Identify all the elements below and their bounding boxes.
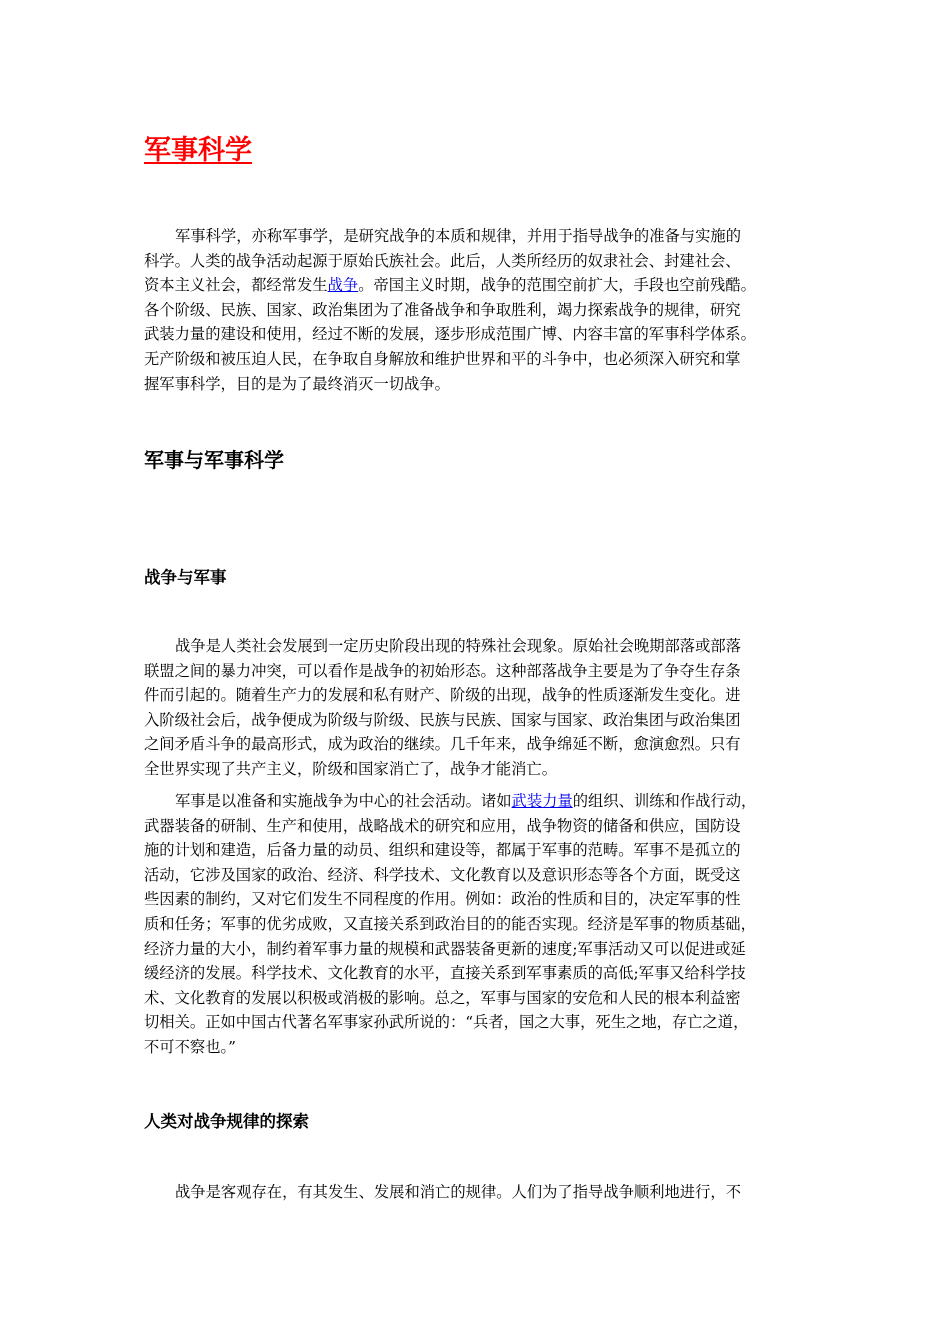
text-line: 些因素的制约，又对它们发生不同程度的作用。例如：政治的性质和目的，决定军事的性 xyxy=(144,890,741,909)
link-armed-forces[interactable]: 武装力量 xyxy=(511,792,573,810)
text-line: 之间矛盾斗争的最高形式，成为政治的继续。几千年来，战争绵延不断，愈演愈烈。只有 xyxy=(144,735,741,754)
text-line: 战争是客观存在，有其发生、发展和消亡的规律。人们为了指导战争顺利地进行，不 xyxy=(175,1183,741,1201)
section-heading: 军事与军事科学 xyxy=(144,448,284,472)
page-title: 军事科学 xyxy=(144,135,252,166)
text-line: 科学。人类的战争活动起源于原始氏族社会。此后，人类所经历的奴隶社会、封建社会、 xyxy=(144,251,741,270)
text-line: 不可不察也。” xyxy=(144,1037,236,1056)
war-paragraph xyxy=(144,634,804,782)
text-line: 缓经济的发展。科学技术、文化教育的水平，直接关系到军事素质的高低;军事又给科学技 xyxy=(144,964,746,983)
text-line: 质和任务；军事的优劣成败，又直接关系到政治目的的能否实现。经济是军事的物质基础， xyxy=(144,914,756,933)
text-line: 武装力量的建设和使用，经过不断的发展，逐步形成范围广博、内容丰富的军事科学体系。 xyxy=(144,325,756,344)
text-line: 武器装备的研制、生产和使用，战略战术的研究和应用，战争物资的储备和供应，国防设 xyxy=(144,816,741,835)
text-line: 术、文化教育的发展以积极或消极的影响。总之，军事与国家的安危和人民的根本利益密 xyxy=(144,988,741,1007)
text-line: 全世界实现了共产主义，阶级和国家消亡了，战争才能消亡。 xyxy=(144,759,558,778)
text-line: 件而引起的。随着生产力的发展和私有财产、阶级的出现，战争的性质逐渐发生变化。进 xyxy=(144,686,741,705)
text-line: 经济力量的大小，制约着军事力量的规模和武器装备更新的速度;军事活动又可以促进或延 xyxy=(144,939,746,958)
text-line: 军事是以准备和实施战争为中心的社会活动。诸如武装力量的组织、训练和作战行动， xyxy=(175,792,757,810)
military-paragraph xyxy=(144,789,804,1060)
intro-paragraph xyxy=(144,224,804,396)
text-line: 军事科学，亦称军事学，是研究战争的本质和规律，并用于指导战争的准备与实施的 xyxy=(175,227,741,245)
text-line: 入阶级社会后，战争便成为阶级与阶级、民族与民族、国家与国家、政治集团与政治集团 xyxy=(144,710,741,729)
text-line: 活动，它涉及国家的政治、经济、科学技术、文化教育以及意识形态等各个方面，既受这 xyxy=(144,865,741,884)
text-line: 切相关。正如中国古代著名军事家孙武所说的：“兵者，国之大事，死生之地，存亡之道， xyxy=(144,1013,749,1032)
text-line: 握军事科学，目的是为了最终消灭一切战争。 xyxy=(144,374,450,393)
subsection-heading: 战争与军事 xyxy=(144,568,227,587)
text-line: 施的计划和建造，后备力量的动员、组织和建设等，都属于军事的范畴。军事不是孤立的 xyxy=(144,841,741,860)
text-line: 战争是人类社会发展到一定历史阶段出现的特殊社会现象。原始社会晚期部落或部落 xyxy=(175,637,741,655)
subsection-heading: 人类对战争规律的探索 xyxy=(144,1112,309,1131)
link-war[interactable]: 战争 xyxy=(327,276,359,295)
laws-paragraph xyxy=(144,1180,804,1205)
text-line: 无产阶级和被压迫人民，在争取自身解放和维护世界和平的斗争中，也必须深入研究和掌 xyxy=(144,349,741,368)
text-line: 各个阶级、民族、国家、政治集团为了准备战争和争取胜利，竭力探索战争的规律，研究 xyxy=(144,300,741,319)
text-line: 资本主义社会，都经常发生战争。帝国主义时期，战争的范围空前扩大，手段也空前残酷。 xyxy=(144,276,756,295)
text-line: 联盟之间的暴力冲突，可以看作是战争的初始形态。这种部落战争主要是为了争夺生存条 xyxy=(144,661,741,680)
